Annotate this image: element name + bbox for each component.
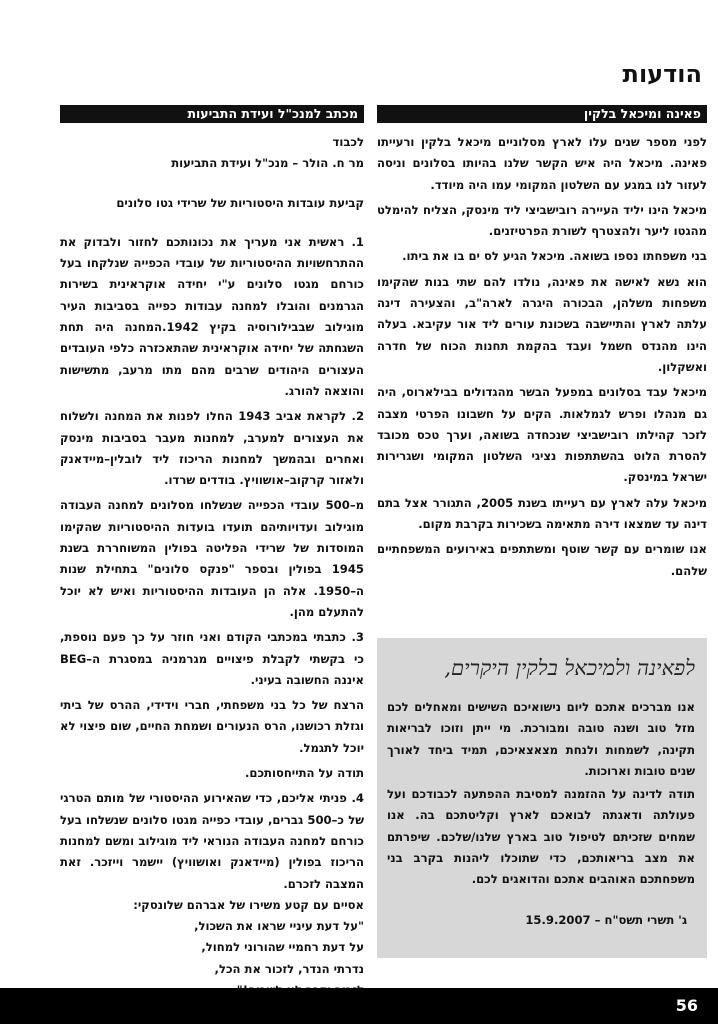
poem-line: "על דעת עיניי שראו את השכול, [194, 919, 364, 934]
paragraph: תודה על התייחסותכם. [245, 766, 364, 781]
page-number: 56 [675, 996, 698, 1015]
section-header-left: מכתב למנכ"ל ועידת התביעות [60, 105, 364, 123]
footer-bar [0, 988, 718, 1024]
paragraph: בני משפחתו נספו בשואה. מיכאל הגיע לס ים בו את ביתו. [402, 249, 707, 264]
article-right-column [377, 132, 707, 586]
poem-intro: אסיים עם קטע משירו של אברהם שלונסקי: [133, 897, 364, 912]
greeting-body [387, 697, 695, 891]
greeting-box [377, 638, 707, 958]
address-line: מר ח. הולר – מנכ"ל ועידת התביעות [171, 156, 364, 171]
greeting-paragraph: אנו מברכים אתכם ליום נישואיכם השישים ומאחלים לכם מזל טוב ושנה טובה ומבורכת. מי ייתן וזוכו לבריאות תקינה, לשמחות ולנחת מצאצאיכם, תמיד ביחד לאורך שנים טובות וארוכות. [387, 700, 695, 778]
paragraph: 2. לקראת אביב 1943 החלו לפנות את המחנה ולשלוח את העצורים למערב, למחנות מעבר בסביבות מינסק ואחרים ובהמשך למחנות הריכוז ליד לובלין–מיידאנק ולאזור קרקוב–אושוויץ. בודדים שרדו. [60, 409, 365, 488]
paragraph: לפני מספר שנים עלו לארץ מסלוניים מיכאל בלקין ורעייתו פאינה. מיכאל היה איש הקשר שלנו בהיותו בסלונים וניסה לעזור לנו במגע עם השלטון המקומי עמו היה מיודד. [377, 135, 707, 192]
section-header-right: פאינה ומיכאל בלקין [377, 105, 707, 123]
paragraph: הרצח של כל בני משפחתי, חברי וידידי, ההרס של ביתי וגזלת רכושנו, הרס הנעורים ושמחת החיים, שום פיצוי לא יוכל לתגמל. [60, 698, 364, 755]
letter-subject: קביעת עובדות היסטוריות של שרידי גטו סלונים [116, 195, 364, 210]
paragraph: הוא נשא לאישה את פאינה, נולדו להם שתי בנות שהקימו משפחות משלהן, הבכורה היגרה לארה"ב, והצעירה דינה עלתה לארץ והתיישבה בשכונת עורים ליד אור עקיבא. בעלה הינו מהנדס חשמל ועבד בהקמת תחנות הכוח של חדרה ואשקלון. [377, 274, 707, 374]
poem-line: נדרתי הנדר, לזכור את הכל, [214, 961, 364, 976]
paragraph: מיכאל עבד בסלונים במפעל הבשר מהגדולים בבילארוס, היה גם מנהלו ופרש לגמלאות. הקים על חשבונו הפרטי מצבה לזכר קהילתו רובישביצי שנכחדה בשואה, וערך טכס מכובד להסרת הלוט בהשתתפות נציגי השלטון המקומי ושגרירות ישראל במינסק. [377, 385, 707, 485]
paragraph: 1. ראשית אני מעריך את נכונותכם לחזור ולבדוק את ההתרחשויות ההיסטוריות של עובדי הכפייה שנלקחו בעל כורחם מגטו סלונים ע"י יחידה אוקראינית בשירות הגרמנים והובלו למחנה עבודות כפייה בסביבות העיר מוגילוב שבבילורוסיה בקיץ 1942.המחנה היה תחת השגחתה של יחידה אוקראינית שהתאכזרה כלפי העובדים העצורים היהודים שרבים מהם מתו מרעב, מתשישות והוצאה להורג. [60, 234, 364, 398]
address-line: לכבוד [332, 135, 364, 149]
greeting-title: לפאינה ולמיכאל בלקין היקרים, [444, 656, 695, 680]
letter-left-column [60, 132, 364, 1001]
paragraph: מיכאל הינו יליד העיירה רובישביצי ליד מינסק, הצליח להימלט מהגטו ליער ולהצטרף לשורת הפרטיזנים. [377, 202, 707, 239]
paragraph: מ–500 עובדי הכפייה שנשלחו מסלונים למחנה העבודה מוגילוב ועדויותיהם תועדו בועדות ההיסטוריות שהקימו המוסדות של שרידי הפליטה בפולין המשוחררת בשנת 1945 בפולין ובספר "פנקס סלונים" בתחילת שנות ה–1950. אלה הן העובדות ההיסטוריות ואיש לא יוכל להתעלם מהן. [60, 498, 364, 619]
greeting-date: ג' תשרי תשס"ח – 15.9.2007 [525, 912, 687, 927]
paragraph: 4. פניתי אליכם, כדי שהאירוע ההיסטורי של מותם הטרגי של כ–500 גברים, עובדי כפייה מגטו סלונים שנשלחו בעל כורחם למחנה העבודה הנוראי ליד מוגילוב ומשם למחנות הריכוז בפולין (מיידאנק ואושוויץ) יישמר וייזכר. זאת המצבה לזכרם. [60, 791, 364, 891]
greeting-paragraph: תודה לדינה על ההזמנה למסיבת ההפתעה לכבודכם ועל פעולתה ודאגתה לבואכם לארץ וקליטתכם בה. אנו שמחים שזכיתם לטיפול טוב בארץ שלנו/שלכם. שיפרתם את מצב בריאותכם, כדי שתוכלו ליהנות בקרב בני משפחתכם האוהבים אתכם והדואגים לכם. [387, 787, 695, 887]
paragraph: אנו שומרים עם קשר שוטף ומשתתפים באירועים המשפחתיים שלהם. [377, 542, 707, 578]
page-title: הודעות [622, 60, 702, 88]
poem-line: על דעת רחמיי שהורוני למחול, [201, 940, 364, 955]
paragraph: מיכאל עלה לארץ עם רעייתו בשנת 2005, התגורר אצל בתם דינה עד שמצאו דירה מתאימה בשכירות בקרבת מקום. [377, 495, 707, 532]
paragraph: 3. כתבתי במכתבי הקודם ואני חוזר על כך פעם נוספת, כי בקשתי לקבלת פיצויים מגרמניה במסגרת ה–BEG איננה החשובה בעיני. [60, 630, 364, 687]
